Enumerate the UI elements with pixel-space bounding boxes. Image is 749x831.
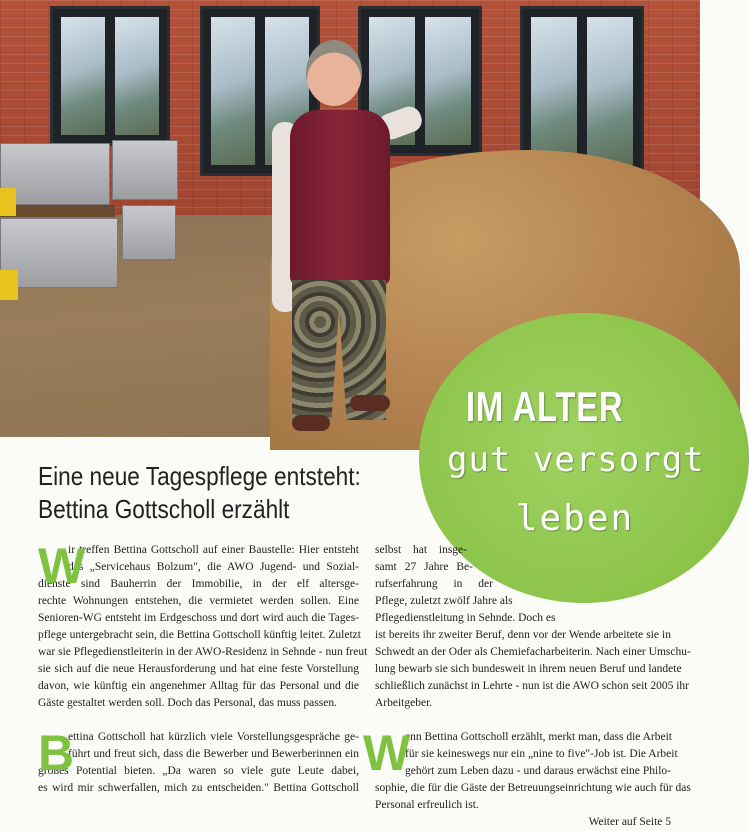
text-line: pflege untergebracht sein, die Bettina Gottscholl künftig leitet. Zuletzt [38,629,361,641]
article-headline [38,460,369,526]
text-line: rechte Wohnungen entstehen, die vermietet werden sollen. Eine [38,595,359,607]
text-line: Arbeitgeber. [375,697,433,709]
article-column-left [38,538,368,797]
stone-pallet [112,140,178,200]
text-line: lung bewarb sie sich bundesweit in ihrem neuen Beruf und landete [375,663,682,675]
headline-line-1: Eine neue Tagespflege entsteht: [38,461,361,491]
text-line: rufserfahrung in der [375,578,493,590]
text-line: Pflege, zuletzt zwölf Jahre als [375,595,513,607]
text-line: Senioren-WG entsteht im Erdgeschoss und dort wird auch die Tages- [38,612,359,624]
text-line: sie sich auf die neue Herausforderung und hat eine feste Vorstellung [38,663,359,675]
text-line: großes Potential bieten. „Da waren so viele gute Leute dabei, [38,765,359,777]
text-line: schließlich zunächst in Lehrte - nun ist die AWO schon seit 2005 ihr [375,680,689,692]
text-line: gehört zum Leben dazu - und daraus erwächst eine Philo- [405,765,671,777]
person-bettina-gottscholl [268,40,418,440]
badge-title: IM ALTER [466,383,624,430]
window [50,6,170,146]
text-line: war sie Pflegedienstleiterin in der AWO-Residenz in Sehnde - nun freut [38,646,368,658]
continued-link[interactable]: Weiter auf Seite 5 [588,816,671,828]
text-line: Schwedt an der Oder als Chemiefacharbeiterin. Nach einer Umschu- [375,646,691,658]
article-column-right [363,542,691,831]
stone-pallet [122,205,176,260]
text-line: ist bereits ihr zweiter Beruf, denn vor der Wende arbeitete sie in [375,629,671,641]
drop-cap: W [38,538,86,594]
stone-pallet [0,143,110,205]
text-line: es wird mir schwerfallen, mich zu entscheiden." Bettina Gottscholl [38,782,359,794]
text-line: das „Servicehaus Bolzum", die AWO Jugend- und Sozial- [68,561,359,573]
text-line: ettina Gottscholl hat kürzlich viele Vorstellungsgespräche ge- [68,731,359,743]
text-line: selbst hat insge- [375,544,467,556]
text-line: samt 27 Jahre Be- [375,561,473,573]
text-line: Personal erfreulich ist. [375,799,479,811]
text-line: ir treffen Bettina Gottscholl auf einer Baustelle: Hier entsteht [68,544,359,556]
text-line: dienste sind Bauherrin der Immobilie, in der elf altersge- [38,578,359,590]
text-line: für sie keineswegs nur ein „nine to five"-Job ist. Die Arbeit [405,748,678,760]
text-line: enn Bettina Gottscholl erzählt, merkt man, dass die Arbeit [405,731,672,743]
drop-cap: B [38,725,75,781]
text-line: führt und freut sich, dass die Bewerber und Bewerberinnen ein [68,748,359,760]
drop-cap: W [363,725,411,781]
text-line: Gäste gestaltet werden soll. Doch das Personal, das muss passen. [38,697,337,709]
text-line: davon, wie künftig ein angenehmer Alltag für das Personal und die [38,680,359,692]
headline-line-2: Bettina Gottscholl erzählt [38,494,290,524]
text-line: Pflegedienstleitung in Sehnde. Doch es [375,612,556,624]
badge-script-line-2: leben [515,498,635,539]
badge-script-line-1: gut versorgt [447,440,705,480]
text-line: sophie, die für die Gäste der Betreuungseinrichtung wie auch für das [375,782,691,794]
